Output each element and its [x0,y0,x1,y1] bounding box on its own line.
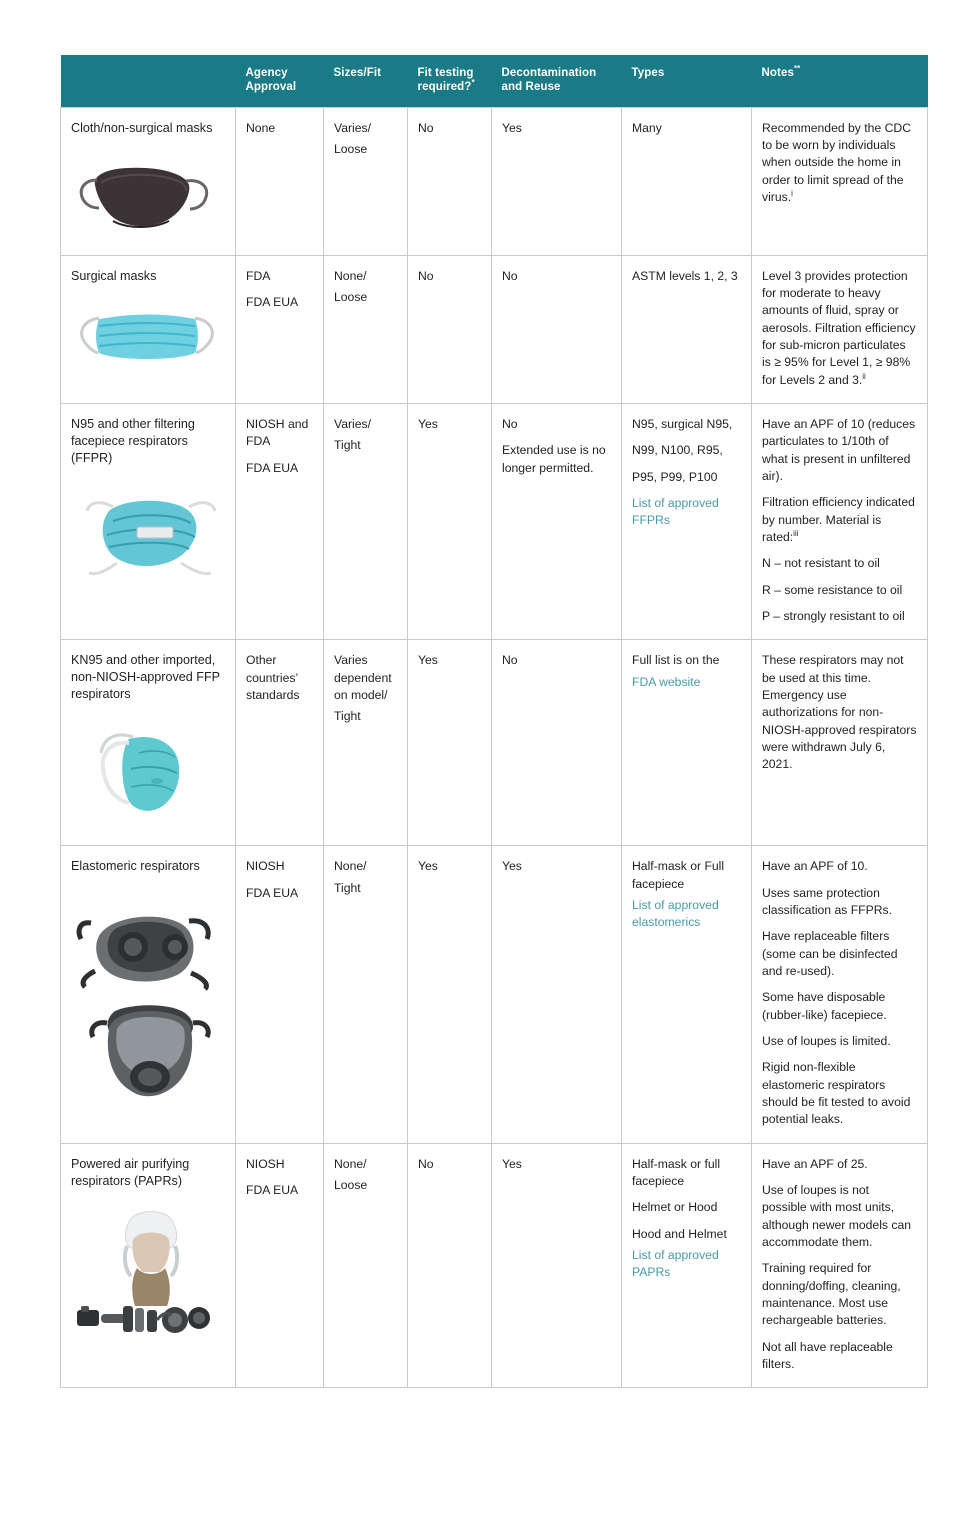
cell-decon-n95: No Extended use is no longer permitted. [492,404,622,640]
header-agency-approval: Agency Approval [236,55,324,107]
cell-fit-cloth: No [408,107,492,255]
cell-type-kn95 [61,640,236,846]
cell-decon-papr: Yes [492,1143,622,1388]
cell-type-n95 [61,404,236,640]
cell-type-cloth [61,107,236,255]
cell-fit-n95: Yes [408,404,492,640]
papr-image [71,1200,225,1350]
cell-notes-n95: Have an APF of 10 (reduces particulates to 1/10th of what is present in unfiltered air). Filtration efficiency indicated by number. Material is rated:$^{iii}$ N – not resistant to oil R – some resistance to oil P – strongly resistant to oil [752,404,928,640]
table-row [61,1143,928,1388]
cloth-mask-image [71,147,225,239]
cell-type-papr [61,1143,236,1388]
footnote-marker: i [791,189,793,198]
link-approved-elastomerics[interactable]: List of approved elastomerics [632,897,719,930]
header-type [61,55,236,107]
cell-types-kn95: Full list is on the FDA website [622,640,752,846]
table-row [61,255,928,403]
table-row [61,640,928,846]
cell-fit-kn95: Yes [408,640,492,846]
link-approved-paprs[interactable]: List of approved PAPRs [632,1247,719,1280]
cell-decon-surgical: No [492,255,622,403]
table-row [61,404,928,640]
cell-agency-papr: NIOSH FDA EUA [236,1143,324,1388]
cell-fit-papr: No [408,1143,492,1388]
cell-agency-elastomeric: NIOSH FDA EUA [236,846,324,1143]
row-title-elastomeric: Elastomeric respirators [71,859,200,874]
footnote-marker: ii [862,371,866,381]
elastomeric-respirator-image [71,885,225,1125]
footnote-marker: iii [793,528,799,538]
cell-types-papr: Half-mask or full facepiece Helmet or Hood Hood and Helmet List of approved PAPRs [622,1143,752,1388]
cell-types-surgical: ASTM levels 1, 2, 3 [622,255,752,403]
cell-types-cloth: Many [622,107,752,255]
cell-notes-kn95: These respirators may not be used at this time. Emergency use authorizations for non-NIOSH-approved respirators were withdrawn July 6, 2021. [752,640,928,846]
table-row [61,107,928,255]
header-decon-reuse: Decontamination and Reuse [492,55,622,107]
kn95-respirator-image [71,713,225,829]
row-title-kn95: KN95 and other imported, non-NIOSH-approved FFP respirators [71,653,220,702]
row-title-n95: N95 and other filtering facepiece respirators (FFPR) [71,417,195,466]
header-notes-footnote: ** [793,64,801,74]
table-row [61,846,928,1143]
ppe-comparison-table [60,55,928,1388]
cell-decon-cloth: Yes [492,107,622,255]
link-approved-ffprs[interactable]: List of approved FFPRs [632,496,719,528]
cell-type-elastomeric [61,846,236,1143]
header-fit-testing-footnote: * [471,78,475,88]
row-title-surgical: Surgical masks [71,268,157,283]
cell-type-surgical [61,255,236,403]
cell-types-n95: N95, surgical N95, N99, N100, R95, P95, P99, P100 List of approved FFPRs [622,404,752,640]
header-notes: Notes** [752,55,928,107]
row-title-papr: Powered air purifying respirators (PAPRs) [71,1156,190,1188]
cell-agency-surgical: FDA FDA EUA [236,255,324,403]
cell-notes-cloth: Recommended by the CDC to be worn by individuals when outside the home in order to limit spread of the virus.$^i$ [752,107,928,255]
cell-sizes-kn95: Varies dependent on model/ Tight [324,640,408,846]
cell-sizes-papr: None/ Loose [324,1143,408,1388]
cell-notes-elastomeric: Have an APF of 10. Uses same protection classification as FFPRs. Have replaceable filters (some can be disinfected and re-used). Some have disposable (rubber-like) facepiece. Use of loupes is limited. Rigid non-flexible elastomeric respirators should be fit tested to avoid potential leaks. [752,846,928,1143]
cell-sizes-surgical: None/ Loose [324,255,408,403]
surgical-mask-image [71,295,225,375]
cell-decon-elastomeric: Yes [492,846,622,1143]
cell-notes-surgical: Level 3 provides protection for moderate to heavy amounts of fluid, spray or aerosols. Filtration efficiency for sub-micron particulates is ≥ 95% for Level 1, ≥ 98% for Levels 2 and 3.$^{ii}$ [752,255,928,403]
cell-agency-kn95: Other countries’ standards [236,640,324,846]
cell-agency-cloth: None [236,107,324,255]
cell-sizes-elastomeric: None/ Tight [324,846,408,1143]
table-header-row [61,55,928,107]
header-sizes-fit: Sizes/Fit [324,55,408,107]
row-title-cloth: Cloth/non-surgical masks [71,120,213,135]
cell-fit-elastomeric: Yes [408,846,492,1143]
cell-fit-surgical: No [408,255,492,403]
cell-agency-n95: NIOSH and FDA FDA EUA [236,404,324,640]
n95-respirator-image [71,477,225,585]
cell-decon-kn95: No [492,640,622,846]
header-fit-testing: Fit testing required?* [408,55,492,107]
cell-notes-papr: Have an APF of 25. Use of loupes is not possible with most units, although newer models can accommodate them. Training required for donning/doffing, cleaning, maintenance. Most use rechargeable batteries. Not all have replaceable filters. [752,1143,928,1388]
cell-types-elastomeric: Half-mask or Full facepiece List of approved elastomerics [622,846,752,1143]
link-fda-website[interactable]: FDA website [632,674,701,689]
cell-sizes-n95: Varies/ Tight [324,404,408,640]
cell-sizes-cloth: Varies/ Loose [324,107,408,255]
header-types: Types [622,55,752,107]
